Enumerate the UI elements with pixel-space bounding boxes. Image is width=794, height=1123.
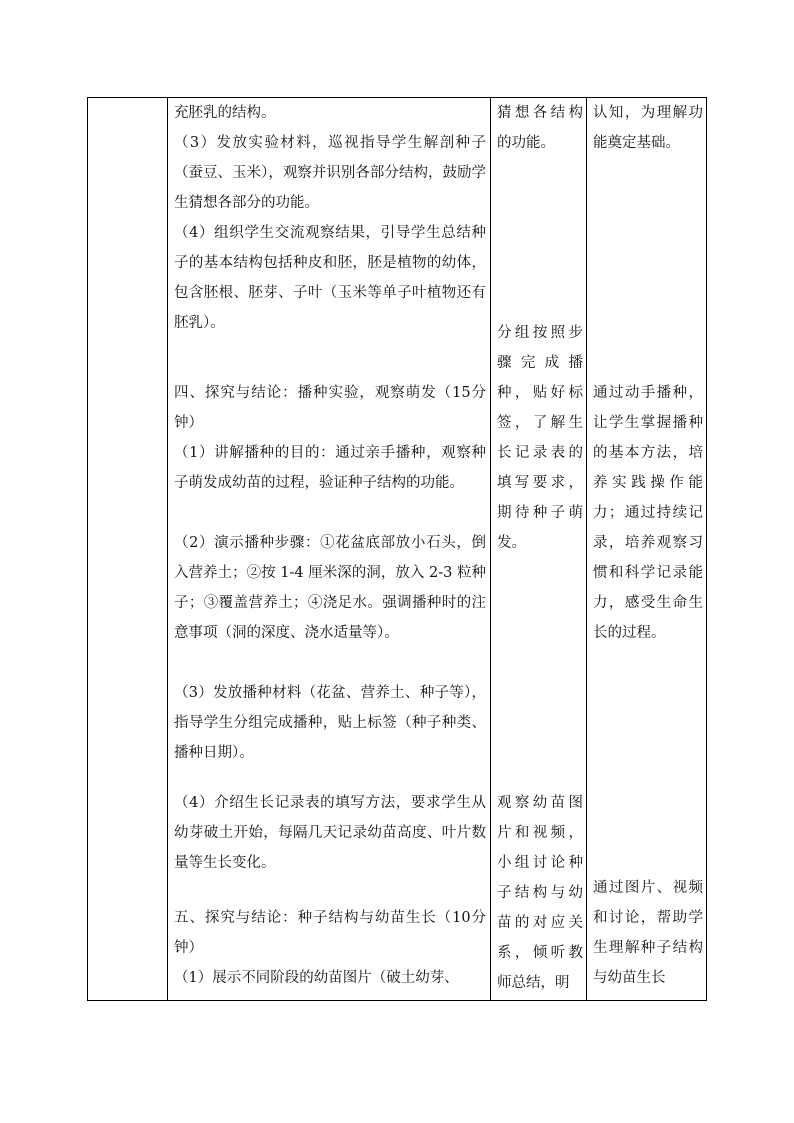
student-activity-paragraph: 分组按照步骤完成播种，贴好标签，了解生长记录表的填写要求，期待种子萌发。 — [497, 325, 583, 551]
activity-paragraph: （4）组织学生交流观察结果，引导学生总结种子的基本结构包括种皮和胚，胚是植物的幼体，包含胚根、胚芽、子叶（玉米等单子叶植物还有胚乳）。 — [174, 225, 486, 331]
activity-paragraph: （3）发放播种材料（花盆、营养土、种子等），指导学生分组完成播种，贴上标签（种子种类、播种日期）。 — [174, 685, 486, 761]
activity-paragraph: （2）演示播种步骤：①花盆底部放小石头，倒入营养土；②按 1-4 厘米深的洞，放入 2-3 粒种子；③覆盖营养土；④浇足水。强调播种时的注意事项（洞的深度、浇水适量等）。 — [174, 535, 486, 641]
design-intent-cell — [587, 98, 706, 1000]
student-activity-cell — [491, 98, 587, 1000]
design-intent-paragraph: 通过动手播种，让学生掌握播种的基本方法，培养实践操作能力；通过持续记录，培养观察习惯和科学记录能力，感受生命生长的过程。 — [593, 385, 703, 641]
activity-paragraph: 充胚乳的结构。 — [174, 105, 276, 121]
student-activity-paragraph: 观察幼苗图片和视频，小组讨论种子结构与幼苗的对应关系，倾听教师总结，明 — [497, 795, 583, 991]
teacher-activity-cell — [168, 98, 491, 1000]
section-heading: 四、探究与结论：播种实验，观察萌发（15分钟） — [174, 385, 486, 431]
design-intent-paragraph: 认知，为理解功能奠定基础。 — [593, 105, 703, 151]
activity-paragraph: （1）展示不同阶段的幼苗图片（破土幼芽、 — [174, 970, 459, 986]
stage-column-cell — [88, 98, 168, 1000]
activity-paragraph: （4）介绍生长记录表的填写方法，要求学生从幼芽破土开始，每隔几天记录幼苗高度、叶片数量等生长变化。 — [174, 795, 486, 871]
activity-paragraph: （3）发放实验材料，巡视指导学生解剖种子（蚕豆、玉米），观察并识别各部分结构，鼓励学生猜想各部分的功能。 — [174, 135, 486, 211]
activity-paragraph: （1）讲解播种的目的：通过亲手播种，观察种子萌发成幼苗的过程，验证种子结构的功能。 — [174, 445, 486, 491]
lesson-plan-table — [87, 97, 707, 1001]
section-heading: 五、探究与结论：种子结构与幼苗生长（10分钟） — [174, 910, 486, 956]
design-intent-paragraph: 通过图片、视频和讨论，帮助学生理解种子结构与幼苗生长 — [593, 880, 703, 986]
student-activity-paragraph: 猜想各结构的功能。 — [497, 105, 583, 151]
